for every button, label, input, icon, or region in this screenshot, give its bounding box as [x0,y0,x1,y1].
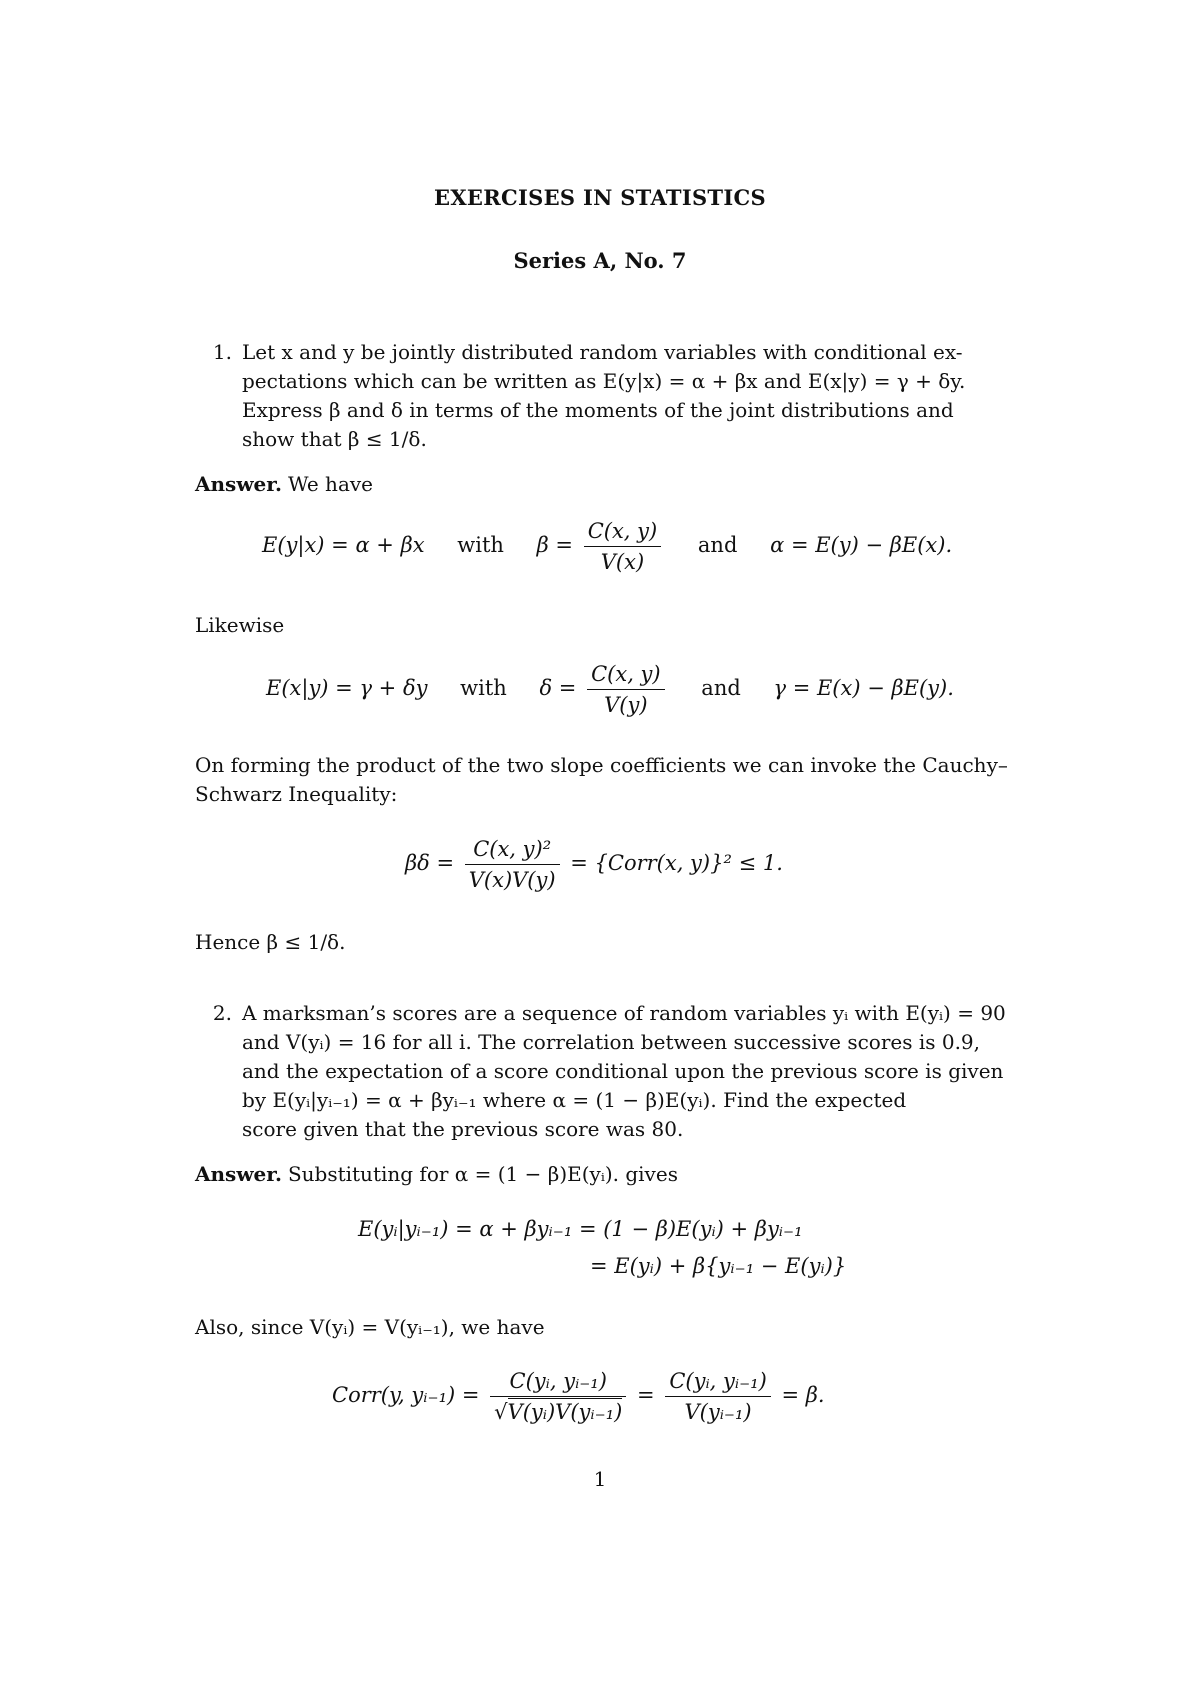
question-1-line-4: show that β ≤ 1/δ. [242,427,427,451]
equation-2-numerator: C(x, y) [587,659,665,690]
equation-2-denominator: V(y) [604,693,648,717]
product-text-line-1: On forming the product of the two slope coefficients we can invoke the Cauchy– [195,753,1008,777]
equation-3-denominator: V(x)V(y) [468,868,556,892]
answer-1-intro [195,470,1022,499]
equation-5-radicand: V(yᵢ)V(yᵢ₋₁) [507,1400,623,1424]
equation-2 [266,659,954,720]
question-2-line-5: score given that the previous score was 80. [242,1117,684,1141]
equation-5-equals: = [637,1383,655,1407]
answer-2-intro [195,1160,1022,1189]
equation-5-denominator-2: V(yᵢ₋₁) [684,1400,752,1424]
page-title: EXERCISES IN STATISTICS [434,185,766,210]
page-subtitle: Series A, No. 7 [513,248,687,273]
also-text: Also, since V(yᵢ) = V(yᵢ₋₁), we have [195,1315,545,1339]
equation-2-rhs: γ = E(x) − βE(y). [773,676,954,700]
equation-3-numerator: C(x, y)² [465,834,560,865]
likewise-text: Likewise [195,613,285,637]
equation-4-line-2: = E(yᵢ) + β{yᵢ₋₁ − E(yᵢ)} [590,1254,847,1278]
equation-1-denominator: V(x) [600,550,645,574]
question-1-line-2: pectations which can be written as E(y|x) = α + βx and E(x|y) = γ + δy. [242,369,966,393]
answer-2-label: Answer. [195,1162,282,1186]
answer-2-intro-text: Substituting for α = (1 − β)E(yᵢ). gives [287,1162,678,1186]
equation-5-rhs: = β. [781,1383,825,1407]
answer-1-intro-text: We have [287,472,373,496]
equation-5-numerator-2: C(yᵢ, yᵢ₋₁) [665,1366,770,1397]
equation-2-lhs: E(x|y) = γ + δy [266,676,428,700]
question-2-line-2: and V(yᵢ) = 16 for all i. The correlation between successive scores is 0.9, [242,1030,981,1054]
equation-3 [405,834,783,895]
question-1-line-3: Express β and δ in terms of the moments of the joint distributions and [242,398,954,422]
equation-1-fraction [584,516,662,577]
equation-1-rhs: α = E(y) − βE(x). [770,533,953,557]
equation-1-lhs: E(y|x) = α + βx [262,533,425,557]
equation-5-fraction-2 [665,1366,770,1427]
equation-1 [262,516,952,577]
question-1-number: 1. [212,340,232,364]
product-text-line-2: Schwarz Inequality: [195,782,398,806]
equation-5 [332,1366,825,1427]
equation-1-with: with [457,533,504,557]
page-number: 1 [593,1467,607,1491]
equation-5-denominator-1 [490,1397,626,1427]
equation-1-and: and [697,533,738,557]
equation-5-lhs: Corr(y, yᵢ₋₁) = [332,1383,480,1407]
equation-3-rhs: = {Corr(x, y)}² ≤ 1. [570,851,783,875]
equation-2-and: and [701,676,741,700]
question-2-line-3: and the expectation of a score conditional upon the previous score is given [242,1059,1004,1083]
answer-1-label: Answer. [195,472,282,496]
equation-5-numerator-1: C(yᵢ, yᵢ₋₁) [490,1366,626,1397]
equation-5-fraction-1 [490,1366,626,1427]
equation-3-fraction [465,834,560,895]
equation-1-beta: β = [536,533,574,557]
equation-3-lhs: βδ = [405,851,455,875]
question-2-number: 2. [212,1001,232,1025]
equation-2-fraction [587,659,665,720]
equation-2-delta: δ = [539,676,577,700]
question-2-line-1: A marksman’s scores are a sequence of random variables yᵢ with E(yᵢ) = 90 [242,1001,1006,1025]
equation-1-numerator: C(x, y) [584,516,662,547]
sqrt-symbol: √ [494,1400,508,1424]
question-1-line-1: Let x and y be jointly distributed random variables with conditional ex- [242,340,963,364]
equation-2-with: with [460,676,507,700]
hence-text: Hence β ≤ 1/δ. [195,930,346,954]
question-2-line-4: by E(yᵢ|yᵢ₋₁) = α + βyᵢ₋₁ where α = (1 − β)E(yᵢ). Find the expected [242,1088,907,1112]
equation-4-line-1: E(yᵢ|yᵢ₋₁) = α + βyᵢ₋₁ = (1 − β)E(yᵢ) + βyᵢ₋₁ [358,1217,803,1241]
